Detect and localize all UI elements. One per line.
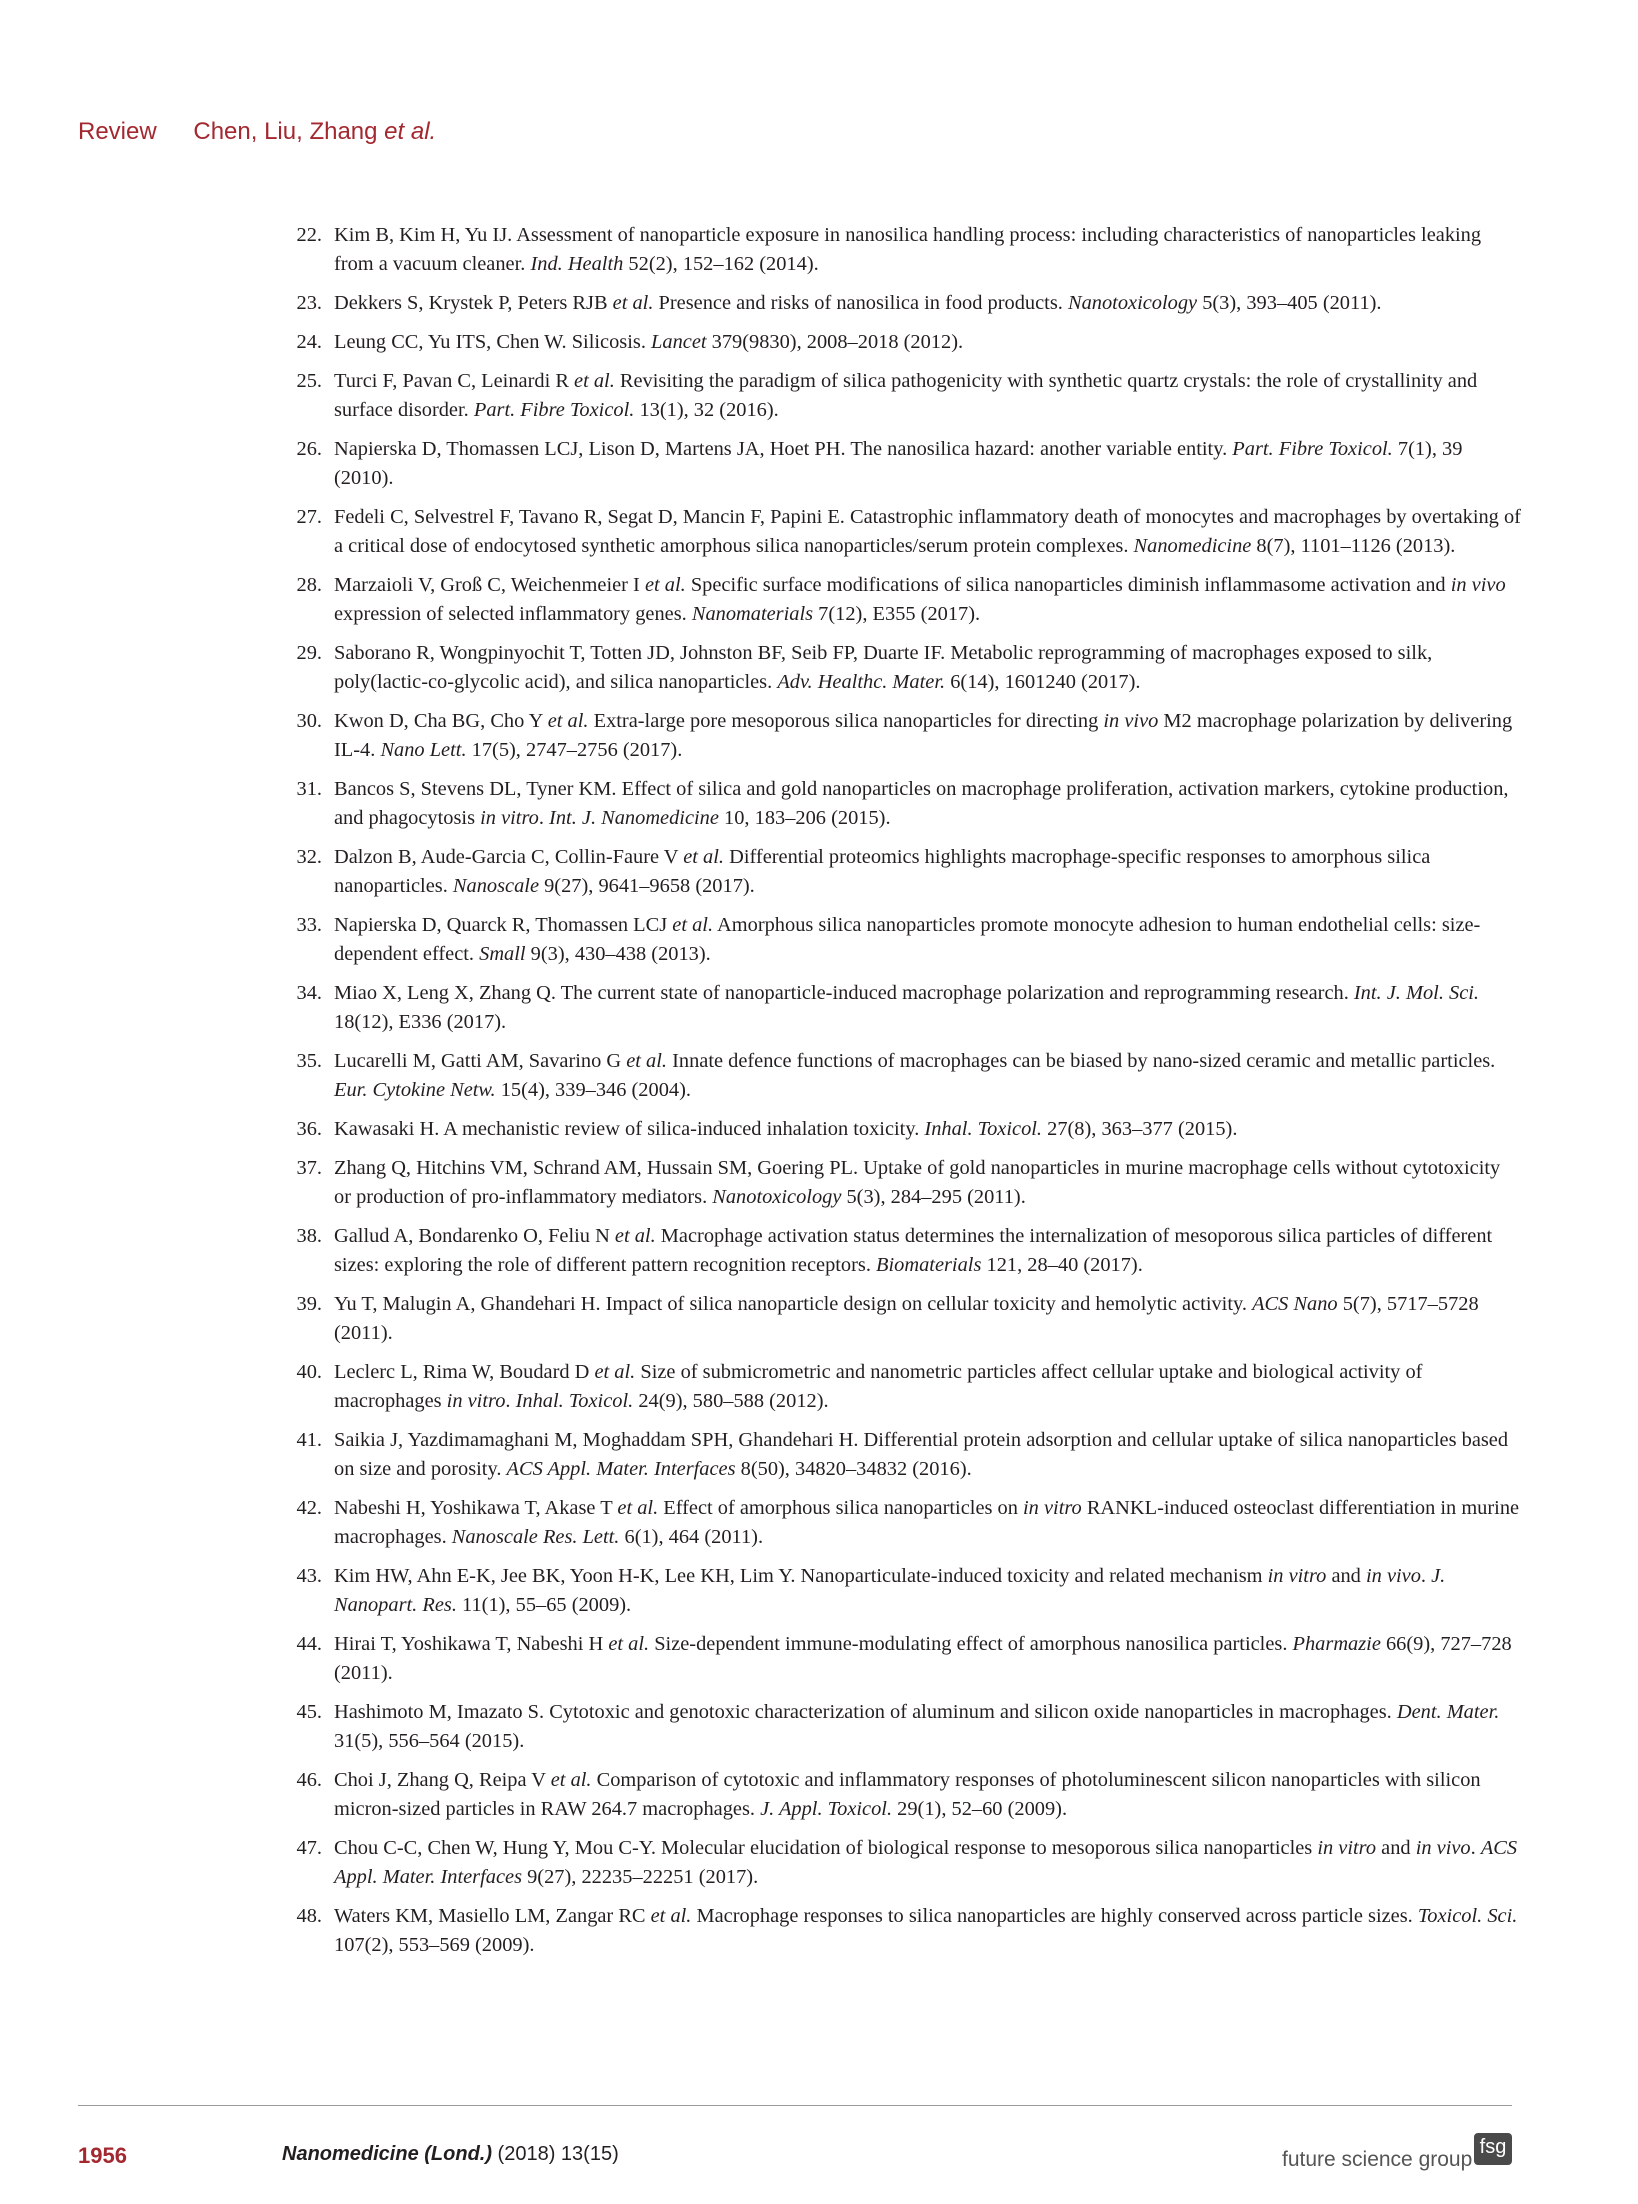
reference-italic: Nano Lett. (380, 739, 467, 761)
reference-text (334, 1565, 1445, 1616)
reference-segment: 379(9830), 2008–2018 (2012). (706, 331, 964, 353)
reference-text (334, 1701, 1499, 1752)
reference-italic: et al. (683, 846, 724, 868)
reference-segment: Choi J, Zhang Q, Reipa V (334, 1769, 551, 1791)
reference-number: 43. (296, 1565, 322, 1587)
reference-number: 40. (296, 1361, 322, 1383)
section-label: Review (78, 118, 157, 145)
reference-italic: Nanotoxicology (712, 1186, 842, 1208)
reference-number: 39. (296, 1293, 322, 1315)
reference-segment: Dekkers S, Krystek P, Peters RJB (334, 292, 613, 314)
reference-segment: M2 macrophage polarization by delivering IL-4. (334, 710, 1513, 761)
reference-segment: Waters KM, Masiello LM, Zangar RC (334, 1905, 651, 1927)
reference-text (334, 710, 1512, 761)
reference-text (334, 370, 1477, 421)
reference-italic: Nanomaterials (691, 603, 814, 625)
page-number: 1956 (78, 2143, 127, 2168)
reference-segment: 17(5), 2747–2756 (2017). (466, 739, 683, 761)
reference-italic: Part. Fibre Toxicol. (473, 399, 635, 421)
reference-segment: Dalzon B, Aude-Garcia C, Collin-Faure V (334, 846, 684, 868)
reference-segment: 107(2), 553–569 (2009). (334, 1934, 535, 1956)
reference-text (334, 292, 1382, 314)
reference-italic: in vivo (1365, 1565, 1421, 1587)
reference-segment: . (538, 807, 550, 829)
reference-number: 48. (296, 1905, 322, 1927)
reference-segment: 66(9), 727–728 (2011). (334, 1633, 1512, 1684)
reference-item (282, 328, 1522, 357)
reference-segment: Amorphous silica nanoparticles promote monocyte adhesion to human endothelial cells: size-dependent effect. (334, 914, 1481, 965)
reference-item (282, 1766, 1522, 1824)
reference-italic: Ind. Health (530, 253, 624, 275)
reference-segment: Yu T, Malugin A, Ghandehari H. Impact of silica nanoparticle design on cellular toxicity and hemolytic activity. (334, 1293, 1253, 1315)
reference-item (282, 503, 1522, 561)
reference-segment: Innate defence functions of macrophages can be biased by nano-sized ceramic and metallic particles. (667, 1050, 1496, 1072)
reference-italic: Nanoscale Res. Lett. (451, 1526, 620, 1548)
reference-number: 22. (296, 224, 322, 246)
reference-number: 36. (296, 1118, 322, 1140)
reference-segment: Leclerc L, Rima W, Boudard D (334, 1361, 595, 1383)
journal-citation (282, 2143, 619, 2166)
reference-item (282, 1698, 1522, 1756)
reference-segment: Kim HW, Ahn E-K, Jee BK, Yoon H-K, Lee KH, Lim Y. Nanoparticulate-induced toxicity and related mechanism (334, 1565, 1268, 1587)
reference-italic: et al. (614, 1225, 656, 1247)
reference-text (334, 1050, 1495, 1101)
reference-text (334, 1633, 1512, 1684)
reference-italic: Lancet (651, 331, 707, 353)
reference-italic: ACS Appl. Mater. Interfaces (506, 1458, 736, 1480)
reference-italic: Dent. Mater. (1396, 1701, 1500, 1723)
reference-italic: Small (479, 943, 526, 965)
reference-segment: 9(27), 9641–9658 (2017). (539, 875, 755, 897)
reference-text (334, 642, 1432, 693)
reference-segment: Miao X, Leng X, Zhang Q. The current state of nanoparticle-induced macrophage polarization and reprogramming research. (334, 982, 1354, 1004)
reference-segment: 27(8), 363–377 (2015). (1042, 1118, 1238, 1140)
reference-number: 44. (296, 1633, 322, 1655)
reference-segment: Gallud A, Bondarenko O, Feliu N (334, 1225, 615, 1247)
reference-segment: Kawasaki H. A mechanistic review of silica-induced inhalation toxicity. (334, 1118, 925, 1140)
reference-italic: et al. (608, 1633, 650, 1655)
reference-segment: 8(50), 34820–34832 (2016). (735, 1458, 972, 1480)
reference-segment: Napierska D, Thomassen LCJ, Lison D, Martens JA, Hoet PH. The nanosilica hazard: another variable entity. (334, 438, 1233, 460)
reference-italic: Nanotoxicology (1067, 292, 1198, 314)
reference-segment: Chou C-C, Chen W, Hung Y, Mou C-Y. Molecular elucidation of biological response to mesoporous silica nanoparticles (334, 1837, 1318, 1859)
reference-text (334, 1837, 1517, 1888)
reference-segment: Marzaioli V, Groß C, Weichenmeier I (334, 574, 645, 596)
reference-item (282, 639, 1522, 697)
reference-italic: in vitro (1023, 1497, 1082, 1519)
reference-item (282, 1494, 1522, 1552)
reference-item (282, 1290, 1522, 1348)
reference-segment: 13(1), 32 (2016). (634, 399, 779, 421)
reference-italic: in vitro (480, 807, 539, 829)
reference-italic: et al. (617, 1497, 659, 1519)
reference-list (282, 221, 1522, 1970)
reference-segment: Zhang Q, Hitchins VM, Schrand AM, Hussain SM, Goering PL. Uptake of gold nanoparticles in murine macrophage cells without cytotoxicity or production of pro-inflammatory mediators. (334, 1157, 1501, 1208)
reference-italic: ACS Appl. Mater. Interfaces (334, 1837, 1518, 1888)
reference-segment: Lucarelli M, Gatti AM, Savarino G (334, 1050, 627, 1072)
reference-text (334, 1293, 1479, 1344)
reference-text (334, 1118, 1237, 1140)
reference-segment: 6(14), 1601240 (2017). (945, 671, 1141, 693)
reference-item (282, 367, 1522, 425)
reference-text (334, 1157, 1500, 1208)
reference-text (334, 1905, 1517, 1956)
running-header (78, 118, 436, 146)
reference-number: 29. (296, 642, 322, 664)
reference-segment: Leung CC, Yu ITS, Chen W. Silicosis. (334, 331, 652, 353)
reference-segment: 10, 183–206 (2015). (718, 807, 891, 829)
reference-text (334, 506, 1521, 557)
reference-italic: Nanoscale (452, 875, 539, 897)
reference-segment: 8(7), 1101–1126 (2013). (1251, 535, 1456, 557)
reference-segment: 15(4), 339–346 (2004). (495, 1079, 691, 1101)
reference-segment: 121, 28–40 (2017). (981, 1254, 1143, 1276)
reference-number: 38. (296, 1225, 322, 1247)
reference-italic: Inhal. Toxicol. (515, 1390, 634, 1412)
reference-text (334, 1497, 1519, 1548)
reference-number: 25. (296, 370, 322, 392)
reference-item (282, 1222, 1522, 1280)
reference-segment: Revisiting the paradigm of silica pathogenicity with synthetic quartz crystals: the role of crystallinity and surface disorder. (334, 370, 1478, 421)
reference-number: 23. (296, 292, 322, 314)
reference-italic: Nanomedicine (1133, 535, 1252, 557)
reference-segment: 6(1), 464 (2011). (619, 1526, 764, 1548)
reference-italic: in vivo (1415, 1837, 1471, 1859)
reference-segment: 11(1), 55–65 (2009). (456, 1594, 632, 1616)
reference-text (334, 778, 1508, 829)
reference-item (282, 1426, 1522, 1484)
reference-segment: 7(1), 39 (2010). (334, 438, 1463, 489)
reference-italic: Adv. Healthc. Mater. (777, 671, 946, 693)
reference-italic: et al. (547, 710, 589, 732)
reference-italic: et al. (612, 292, 654, 314)
reference-text (334, 224, 1481, 275)
reference-italic: in vitro (446, 1390, 506, 1412)
reference-item (282, 911, 1522, 969)
reference-italic: et al. (644, 574, 686, 596)
reference-italic: Eur. Cytokine Netw. (334, 1079, 496, 1101)
reference-item (282, 1358, 1522, 1416)
reference-segment: and (1376, 1837, 1416, 1859)
reference-segment: 24(9), 580–588 (2012). (633, 1390, 829, 1412)
authors-etal: et al. (384, 118, 437, 145)
reference-italic: ACS Nano (1252, 1293, 1338, 1315)
reference-text (334, 574, 1506, 625)
reference-segment: Bancos S, Stevens DL, Tyner KM. Effect of silica and gold nanoparticles on macrophage proliferation, activation markers, cytokine production, and phagocytosis (334, 778, 1509, 829)
reference-segment: Presence and risks of nanosilica in food products. (653, 292, 1068, 314)
reference-segment: Effect of amorphous silica nanoparticles on (658, 1497, 1024, 1519)
reference-italic: Pharmazie (1292, 1633, 1381, 1655)
reference-segment: Turci F, Pavan C, Leinardi R (334, 370, 575, 392)
reference-segment: . (1420, 1565, 1432, 1587)
reference-number: 47. (296, 1837, 322, 1859)
reference-item (282, 1630, 1522, 1688)
reference-number: 31. (296, 778, 322, 800)
reference-segment: Specific surface modifications of silica nanoparticles diminish inflammasome activation and (685, 574, 1451, 596)
reference-segment: Comparison of cytotoxic and inflammatory responses of photoluminescent silicon nanoparticles with silicon micron-sized particles in RAW 264.7 macrophages. (334, 1769, 1481, 1820)
reference-italic: J. Appl. Toxicol. (760, 1798, 893, 1820)
reference-number: 35. (296, 1050, 322, 1072)
journal-info: (2018) 13(15) (492, 2143, 619, 2165)
reference-number: 28. (296, 574, 322, 596)
reference-number: 46. (296, 1769, 322, 1791)
reference-text (334, 982, 1479, 1033)
reference-segment: 5(7), 5717–5728 (2011). (334, 1293, 1479, 1344)
reference-item (282, 435, 1522, 493)
reference-text (334, 1769, 1481, 1820)
reference-segment: and (1326, 1565, 1366, 1587)
reference-italic: in vitro (1317, 1837, 1377, 1859)
reference-text (334, 331, 963, 353)
reference-segment: 7(12), E355 (2017). (813, 603, 981, 625)
reference-italic: in vivo (1103, 710, 1159, 732)
reference-item (282, 1562, 1522, 1620)
reference-segment: 5(3), 393–405 (2011). (1197, 292, 1382, 314)
reference-segment: 9(27), 22235–22251 (2017). (522, 1866, 759, 1888)
reference-segment: Hirai T, Yoshikawa T, Nabeshi H (334, 1633, 609, 1655)
reference-italic: et al. (650, 1905, 692, 1927)
reference-item (282, 571, 1522, 629)
reference-text (334, 1429, 1508, 1480)
reference-segment: 31(5), 556–564 (2015). (334, 1730, 525, 1752)
reference-segment: Size-dependent immune-modulating effect of amorphous nanosilica particles. (649, 1633, 1293, 1655)
reference-number: 27. (296, 506, 322, 528)
reference-segment: RANKL-induced osteoclast differentiation in murine macrophages. (334, 1497, 1520, 1548)
reference-text (334, 846, 1430, 897)
reference-segment: Saborano R, Wongpinyochit T, Totten JD, Johnston BF, Seib FP, Duarte IF. Metabolic reprogramming of macrophages exposed to silk, poly(lactic-co-glycolic acid), and silica nanoparticles. (334, 642, 1433, 693)
reference-item (282, 1834, 1522, 1892)
reference-segment: Fedeli C, Selvestrel F, Tavano R, Segat D, Mancin F, Papini E. Catastrophic inflammatory death of monocytes and macrophages by overtaking of a critical dose of endocytosed synthetic amorphous silica nanoparticles/serum protein complexes. (334, 506, 1521, 557)
footer-rule (78, 2105, 1512, 2106)
reference-segment: Napierska D, Quarck R, Thomassen LCJ (334, 914, 673, 936)
reference-text (334, 1361, 1422, 1412)
reference-text (334, 914, 1480, 965)
reference-italic: J. Nanopart. Res. (334, 1565, 1446, 1616)
reference-item (282, 289, 1522, 318)
reference-number: 37. (296, 1157, 322, 1179)
reference-segment: Macrophage responses to silica nanoparticles are highly conserved across particle sizes. (691, 1905, 1418, 1927)
reference-text (334, 438, 1462, 489)
reference-segment: Differential proteomics highlights macrophage-specific responses to amorphous silica nanoparticles. (334, 846, 1431, 897)
reference-segment: Nabeshi H, Yoshikawa T, Akase T (334, 1497, 618, 1519)
publisher-name: future science group (1282, 2148, 1473, 2171)
reference-segment: Extra-large pore mesoporous silica nanoparticles for directing (588, 710, 1104, 732)
running-authors (193, 118, 436, 145)
reference-italic: Int. J. Mol. Sci. (1353, 982, 1480, 1004)
reference-number: 34. (296, 982, 322, 1004)
reference-item (282, 775, 1522, 833)
reference-number: 42. (296, 1497, 322, 1519)
reference-italic: Int. J. Nanomedicine (549, 807, 719, 829)
reference-italic: Inhal. Toxicol. (924, 1118, 1043, 1140)
reference-item (282, 1902, 1522, 1960)
reference-number: 41. (296, 1429, 322, 1451)
reference-text (334, 1225, 1492, 1276)
reference-italic: in vivo (1450, 574, 1506, 596)
reference-italic: et al. (594, 1361, 636, 1383)
reference-item (282, 707, 1522, 765)
reference-segment: 18(12), E336 (2017). (334, 1011, 507, 1033)
reference-item (282, 979, 1522, 1037)
reference-item (282, 221, 1522, 279)
reference-italic: in vitro (1267, 1565, 1327, 1587)
reference-segment: Size of submicrometric and nanometric particles affect cellular uptake and biological activity of macrophages (334, 1361, 1423, 1412)
reference-number: 32. (296, 846, 322, 868)
reference-number: 24. (296, 331, 322, 353)
reference-segment: 9(3), 430–438 (2013). (525, 943, 711, 965)
reference-segment: Kim B, Kim H, Yu IJ. Assessment of nanoparticle exposure in nanosilica handling process: including characteristics of nanoparticles leaking from a vacuum cleaner. (334, 224, 1482, 275)
reference-segment: Hashimoto M, Imazato S. Cytotoxic and genotoxic characterization of aluminum and silicon oxide nanoparticles in macrophages. (334, 1701, 1397, 1723)
reference-item (282, 1115, 1522, 1144)
reference-italic: et al. (626, 1050, 667, 1072)
reference-item (282, 843, 1522, 901)
reference-segment: 29(1), 52–60 (2009). (892, 1798, 1068, 1820)
reference-segment: 52(2), 152–162 (2014). (623, 253, 819, 275)
authors-names: Chen, Liu, Zhang (193, 118, 385, 145)
reference-number: 45. (296, 1701, 322, 1723)
reference-segment: Saikia J, Yazdimamaghani M, Moghaddam SPH, Ghandehari H. Differential protein adsorption and cellular uptake of silica nanoparticles based on size and porosity. (334, 1429, 1509, 1480)
reference-segment: Kwon D, Cha BG, Cho Y (334, 710, 548, 732)
reference-number: 30. (296, 710, 322, 732)
reference-segment: . (1470, 1837, 1481, 1859)
reference-segment: expression of selected inflammatory genes. (334, 603, 692, 625)
journal-name: Nanomedicine (Lond.) (282, 2143, 492, 2165)
reference-item (282, 1047, 1522, 1105)
reference-segment: Macrophage activation status determines the internalization of mesoporous silica particles of different sizes: exploring the role of different pattern recognition receptors. (334, 1225, 1493, 1276)
reference-italic: Toxicol. Sci. (1417, 1905, 1518, 1927)
reference-italic: Part. Fibre Toxicol. (1232, 438, 1393, 460)
reference-item (282, 1154, 1522, 1212)
fsg-logo-icon: fsg (1474, 2133, 1512, 2165)
reference-italic: et al. (574, 370, 615, 392)
reference-italic: Biomaterials (876, 1254, 982, 1276)
reference-italic: et al. (550, 1769, 592, 1791)
reference-italic: et al. (672, 914, 714, 936)
reference-segment: . (505, 1390, 516, 1412)
reference-segment: 5(3), 284–295 (2011). (841, 1186, 1026, 1208)
reference-number: 26. (296, 438, 322, 460)
reference-number: 33. (296, 914, 322, 936)
